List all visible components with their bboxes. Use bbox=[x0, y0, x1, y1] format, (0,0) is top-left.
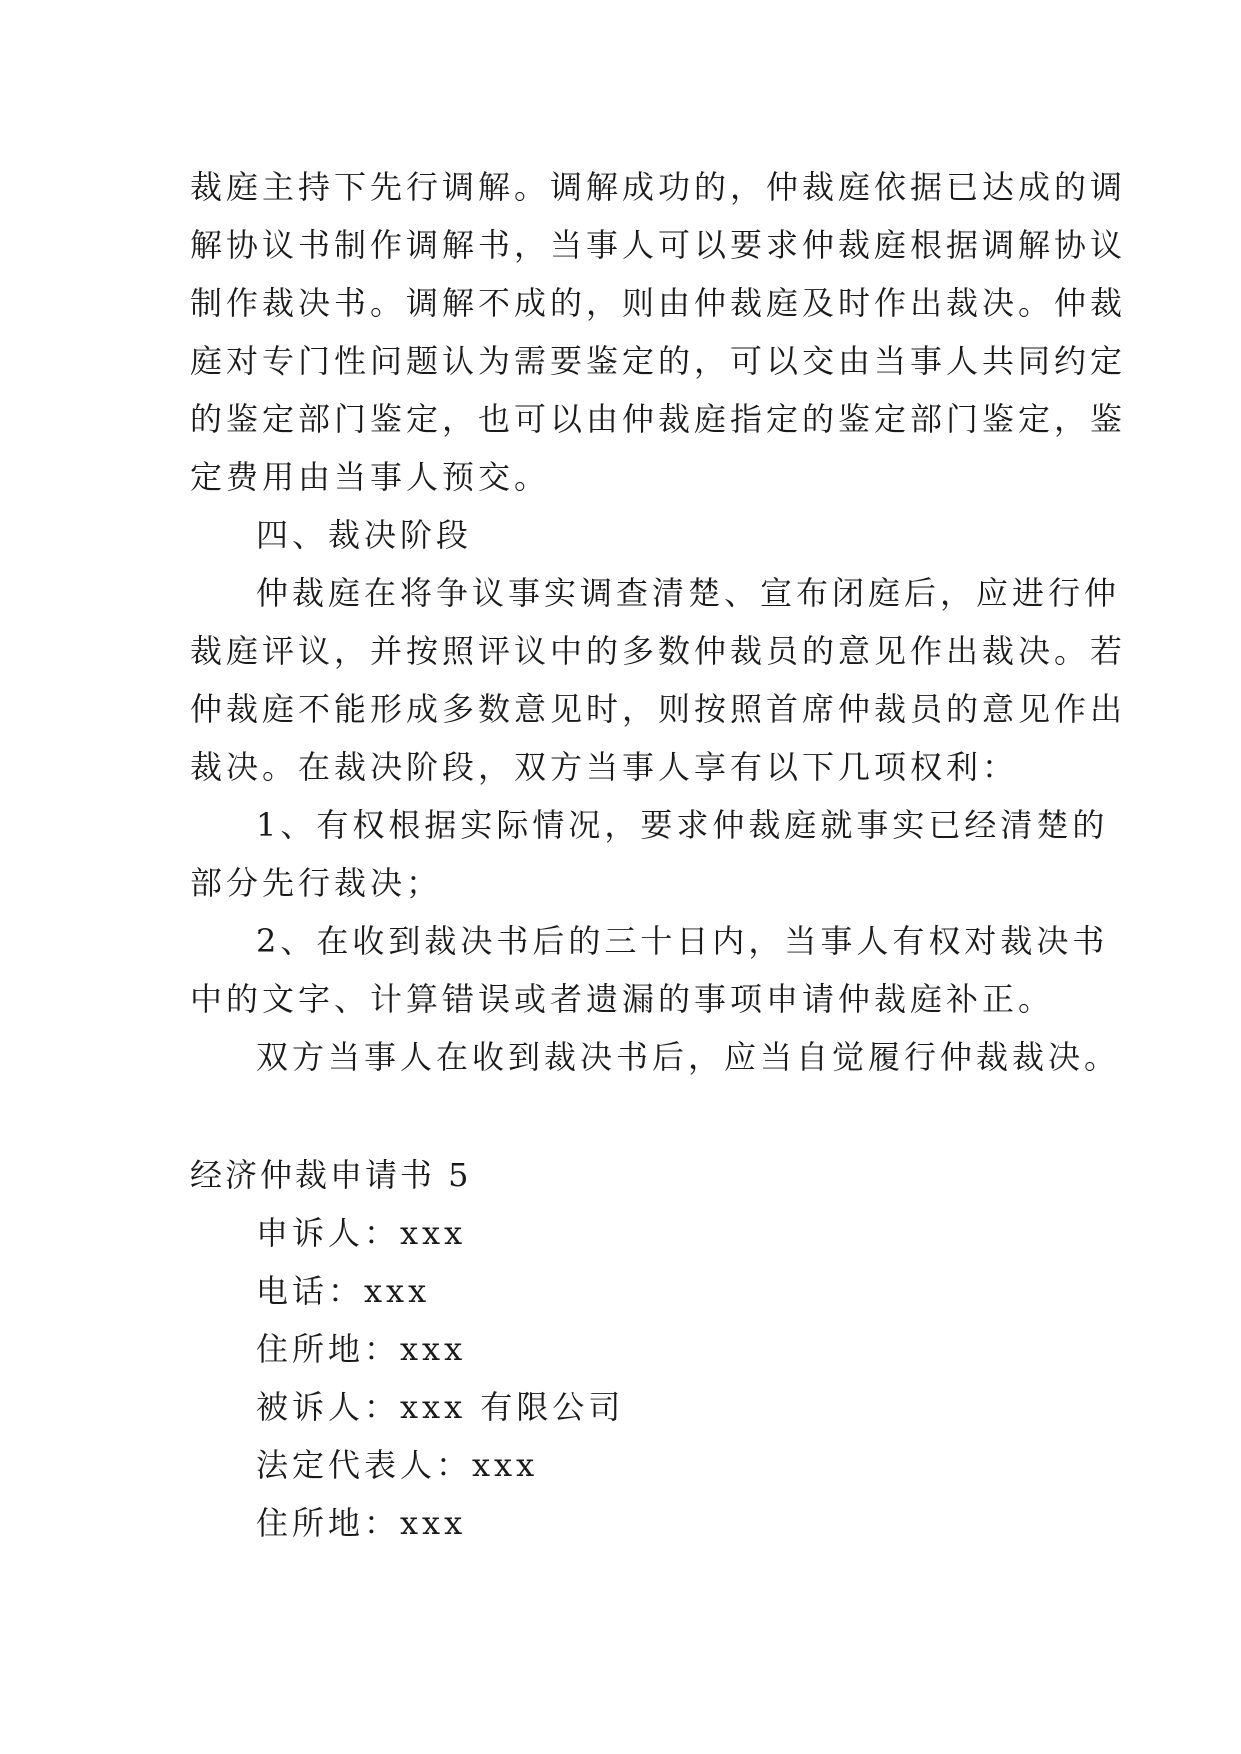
text-line: 仲裁庭不能形成多数意见时，则按照首席仲裁员的意见作出 bbox=[190, 690, 1127, 728]
document-title: 经济仲裁申请书 5 bbox=[190, 1156, 472, 1194]
text-line: 定费用由当事人预交。 bbox=[190, 458, 551, 496]
closing-paragraph: 双方当事人在收到裁决书后，应当自觉履行仲裁裁决。 bbox=[256, 1038, 1121, 1076]
field-complainant: 申诉人：xxx bbox=[256, 1214, 467, 1252]
field-address: 住所地：xxx bbox=[256, 1330, 467, 1368]
paragraph-mediation bbox=[190, 158, 1127, 506]
field-legal-representative: 法定代表人：xxx bbox=[256, 1446, 539, 1484]
text-line: 裁决。在裁决阶段，双方当事人享有以下几项权利： bbox=[190, 748, 1019, 786]
list-item-right-2 bbox=[190, 912, 1109, 1028]
section-heading: 四、裁决阶段 bbox=[256, 516, 473, 554]
text-line: 的鉴定部门鉴定，也可以由仲裁庭指定的鉴定部门鉴定，鉴 bbox=[190, 400, 1127, 438]
text-line: 中的文字、计算错误或者遗漏的事项申请仲裁庭补正。 bbox=[190, 980, 1055, 1018]
field-respondent-address: 住所地：xxx bbox=[256, 1504, 467, 1542]
text-line: 仲裁庭在将争议事实调查清楚、宣布闭庭后，应进行仲 bbox=[256, 574, 1121, 612]
paragraph-award-stage bbox=[190, 564, 1127, 796]
field-respondent: 被诉人：xxx 有限公司 bbox=[256, 1388, 625, 1426]
text-line: 2、在收到裁决书后的三十日内，当事人有权对裁决书 bbox=[256, 922, 1109, 960]
section-gap bbox=[190, 1086, 1060, 1146]
field-phone: 电话：xxx bbox=[256, 1272, 431, 1310]
list-item-right-1 bbox=[190, 796, 1109, 912]
party-fields bbox=[190, 1204, 1060, 1552]
text-line: 裁庭主持下先行调解。调解成功的，仲裁庭依据已达成的调 bbox=[190, 168, 1127, 206]
text-line: 解协议书制作调解书，当事人可以要求仲裁庭根据调解协议 bbox=[190, 226, 1127, 264]
document-body bbox=[190, 158, 1127, 1552]
text-line: 制作裁决书。调解不成的，则由仲裁庭及时作出裁决。仲裁 bbox=[190, 284, 1127, 322]
text-line: 裁庭评议，并按照评议中的多数仲裁员的意见作出裁决。若 bbox=[190, 632, 1127, 670]
text-line: 1、有权根据实际情况，要求仲裁庭就事实已经清楚的 bbox=[256, 806, 1109, 844]
text-line: 庭对专门性问题认为需要鉴定的，可以交由当事人共同约定 bbox=[190, 342, 1127, 380]
text-line: 部分先行裁决； bbox=[190, 864, 443, 902]
